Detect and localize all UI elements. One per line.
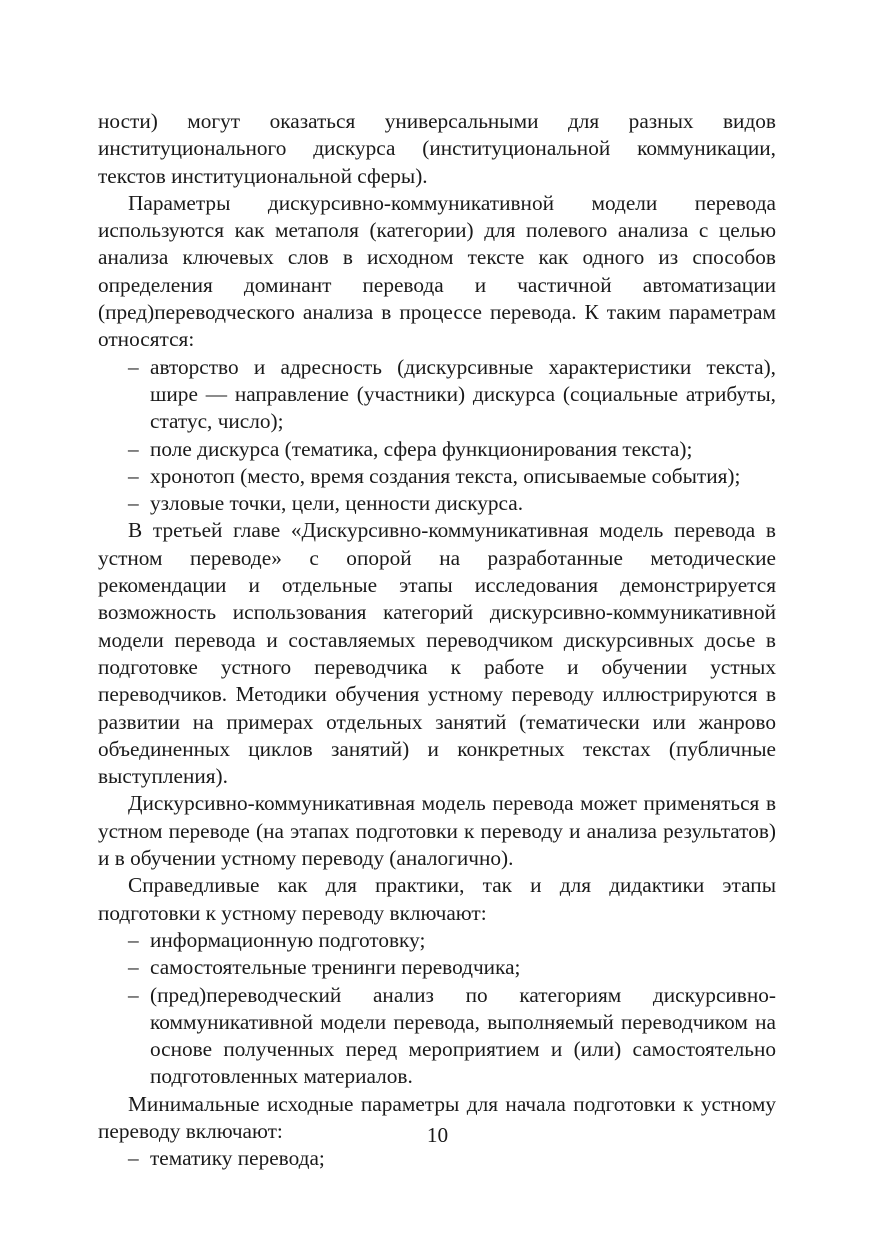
paragraph-preparation-stages: Справедливые как для практики, так и для дидактики этапы подготовки к устному переводу включают:: [98, 873, 776, 925]
list-item-text: (пред)переводческий анализ по категориям дискурсивно-коммуникативной модели перевода, выполняемый переводчиком на основе полученных перед мероприятием и (или) самостоятельно подготовленных материалов.: [150, 982, 776, 1089]
list-item: [98, 954, 776, 981]
page-number: 10: [426, 1123, 449, 1147]
list-item: [98, 927, 776, 954]
paragraph-model-parameters: Параметры дискурсивно-коммуникативной модели перевода используются как метаполя (категории) для полевого анализа с целью анализа ключевых слов в исходном тексте как одного из способов определения доминант перевода и частичной автоматизации (пред)переводческого анализа в процессе перевода. К таким параметрам относятся:: [98, 190, 776, 352]
list-item-text: узловые точки, цели, ценности дискурса.: [150, 491, 524, 516]
list-dash: –: [128, 955, 139, 980]
list-item-text: самостоятельные тренинги переводчика;: [150, 955, 521, 980]
list-dash: –: [128, 463, 139, 488]
body-text: [98, 108, 776, 1173]
paragraph-model-application: Дискурсивно-коммуникативная модель перевода может применяться в устном переводе (на этапах подготовки к переводу и анализа результатов) и в обучении устному переводу (аналогично).: [98, 791, 776, 871]
minimal-parameters-list: [98, 1145, 776, 1172]
list-item-text: тематику перевода;: [150, 1146, 325, 1171]
list-dash: –: [128, 491, 139, 516]
list-dash: –: [128, 436, 139, 461]
stages-list: [98, 927, 776, 1091]
list-item: [98, 436, 776, 463]
list-item: [98, 1145, 776, 1172]
paragraph-minimal-parameters: Минимальные исходные параметры для начала подготовки к устному переводу включают:: [98, 1091, 776, 1143]
list-dash: –: [128, 927, 139, 952]
paragraph-continuation: ности) могут оказаться универсальными для разных видов институционального дискурса (институциональной коммуникации, текстов институциональной сферы).: [98, 109, 776, 188]
list-dash: –: [128, 982, 139, 1007]
list-item-text: хронотоп (место, время создания текста, описываемые события);: [150, 463, 741, 488]
list-dash: –: [128, 354, 139, 379]
list-item: [98, 463, 776, 490]
list-item-text: поле дискурса (тематика, сфера функционирования текста);: [150, 436, 693, 461]
parameters-list: [98, 354, 776, 518]
list-item: [98, 982, 776, 1091]
list-item-text: информационную подготовку;: [150, 927, 426, 952]
list-dash: –: [128, 1146, 139, 1171]
page-content: [98, 108, 776, 1173]
list-item-text: авторство и адресность (дискурсивные характеристики текста), шире — направление (участники) дискурса (социальные атрибуты, статус, число);: [150, 354, 776, 434]
list-item: [98, 354, 776, 436]
list-item: [98, 490, 776, 517]
paragraph-third-chapter: В третьей главе «Дискурсивно-коммуникативная модель перевода в устном переводе» с опорой на разработанные методические рекомендации и отдельные этапы исследования демонстрируется возможность использования категорий дискурсивно-коммуникативной модели перевода и составляемых переводчиком дискурсивных досье в подготовке устного переводчика к работе и обучении устных переводчиков. Методики обучения устному переводу иллюстрируются в развитии на примерах отдельных занятий (тематически или жанрово объединенных циклов занятий) и конкретных текстах (публичные выступления).: [98, 518, 776, 789]
